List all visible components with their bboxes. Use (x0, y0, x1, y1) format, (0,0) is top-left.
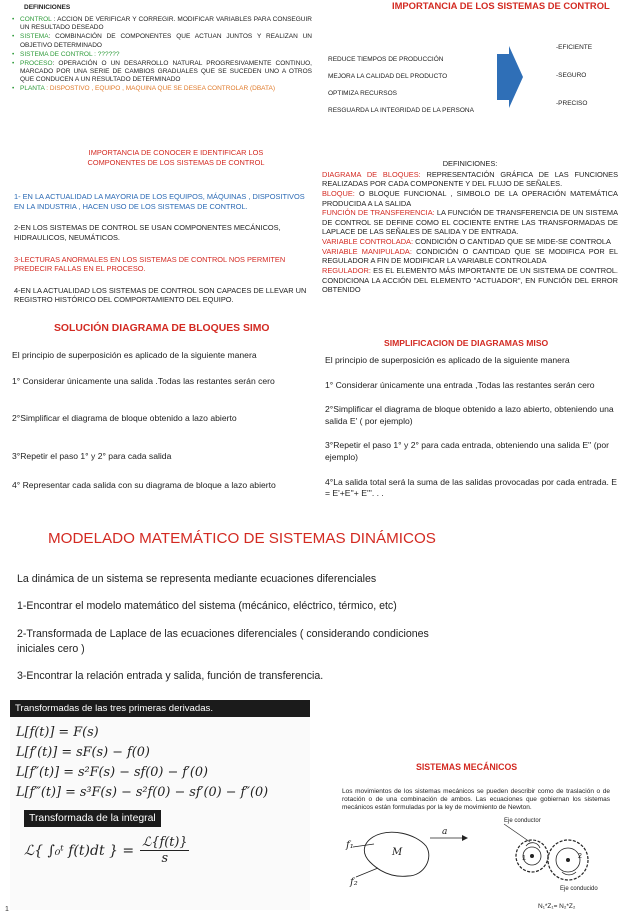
definition-item (12, 85, 312, 93)
definition-item (12, 51, 312, 59)
importance-list (328, 56, 498, 116)
integral-left: ℒ{ ∫₀ᵗ f(t)dt } = (24, 842, 135, 859)
definition-text: CONDICIÓN O CANTIDAD QUE SE MIDE-SE CONTROLA (413, 237, 611, 246)
modeling-title: MODELADO MATEMÁTICO DE SISTEMAS DINÁMICOS (48, 530, 436, 547)
definition-term: PROCESO (20, 59, 53, 67)
simo-steps (12, 350, 310, 492)
components-points (14, 192, 312, 305)
arrow-right-icon (497, 46, 523, 108)
formula-line: L[f′(t)] = sF(s) − f(0) (16, 745, 150, 760)
force-label-f1: f₁ (346, 840, 354, 851)
components-title: IMPORTANCIA DE CONOCER E IDENTIFICAR LOS COMPONENTES DE LOS SISTEMAS DE CONTROL (87, 148, 265, 167)
definitions-heading: DEFINICIONES (24, 4, 71, 11)
definitions-list (12, 16, 312, 93)
definition-entry (322, 189, 618, 208)
miso-title: SIMPLIFICACION DE DIAGRAMAS MISO (384, 338, 549, 348)
modeling-step: 3-Encontrar la relación entrada y salida, función de transferencia. (17, 670, 324, 683)
integral-header: Transformada de la integral (24, 810, 161, 827)
modeling-step: 1-Encontrar el modelo matemático del sistema (mécánico, eléctrico, térmico, etc) (17, 600, 397, 613)
definition-text: LA FUNCIÓN DE TRANSFERENCIA DE UN SISTEMA DE CONTROL SE DEFINE COMO EL COCIENTE ENTRE LAS TRANSFORMADAS DE LAPLACE DE LAS SEÑALES DE SALIDA Y DE ENTRADA. (322, 208, 619, 237)
components-point: 4-EN LA ACTUALIDAD LOS SISTEMAS DE CONTROL SON CAPACES DE LLEVAR UN REGISTRO HISTÓRICO DEL COMPORTAMIENTO DEL EQUIPO. (14, 285, 307, 305)
definition-term: VARIABLE MANIPULADA: (322, 246, 412, 256)
definitions-left (12, 4, 312, 94)
definition-text: : OPERACIÓN O UN DESARROLLO NATURAL PROGRESIVAMENTE CONTINUO, MARCADO POR UNA SERIE DE CAMBIOS GRADUALES QUE SE SUCEDEN UNO A OTROS QUE CONDUCEN A UN RESULTADO DETERMINADO (20, 59, 312, 83)
integral-denominator: s (161, 851, 169, 866)
definition-text: : COMBINACIÓN DE COMPONENTES QUE ACTUAN JUNTOS Y REALIZAN UN OBJETIVO DETERMINADO (20, 33, 312, 49)
miso-step: 2°Simplificar el diagrama de bloque obtenido a lazo abierto, obteniendo una salida E' ( por ejemplo) (325, 404, 614, 426)
definition-item (12, 33, 312, 49)
miso-step: 4°La salida total será la suma de las salidas provocadas por cada entrada. E = E'+E''+ E'''. . . (325, 476, 617, 499)
simo-step: 4° Representar cada salida con su diagrama de bloque a lazo abierto (12, 480, 276, 491)
mechanical-title: SISTEMAS MECÁNICOS (416, 762, 518, 772)
definitions-right (322, 159, 618, 295)
definition-term: CONTROL (20, 16, 52, 24)
acceleration-label: a (442, 827, 448, 837)
definition-text: CONDICIÓN O CANTIDAD QUE SE MODIFICA POR EL REGULADOR A FIN DE MODIFICAR LA VARIABLE CONTROLADA (322, 246, 618, 266)
integral-formula (24, 835, 310, 866)
definition-term: DIAGRAMA DE BLOQUES: (322, 169, 421, 179)
simo-intro: El principio de superposición es aplicado de la siguiente manera (12, 350, 257, 360)
importance-result: -EFICIENTE (556, 44, 593, 51)
importance-result: -PRECISO (556, 100, 588, 108)
components-point: 2-EN LOS SISTEMAS DE CONTROL SE USAN COMPONENTES MECÁNICOS, HIDRAULICOS, NEUMÁTICOS. (14, 223, 281, 242)
mass-diagram (338, 822, 468, 892)
importance-title: IMPORTANCIA DE LOS SISTEMAS DE CONTROL (392, 0, 610, 11)
definition-entry (322, 208, 618, 237)
definition-item (12, 16, 312, 32)
importance-item: RESGUARDA LA INTEGRIDAD DE LA PERSONA (328, 107, 474, 115)
gear-relation: N₁*Z₁= N₂*Z₂ (538, 903, 576, 910)
derivatives-list (10, 717, 310, 800)
components-point: 3-LECTURAS ANORMALES EN LOS SISTEMAS DE CONTROL NOS PERMITEN PREDECIR FALLAS EN EL PROCESO. (14, 254, 286, 274)
definition-entry (322, 237, 618, 247)
definition-text: ES EL ELEMENTO MÁS IMPORTANTE DE UN SISTEMA DE CONTROL. CONDICIONA LA ACCIÓN DEL ELEMENTO "ACTUADOR", EN FUNCIÓN DEL ERROR OBTENIDO (322, 265, 618, 295)
definition-entry (322, 247, 618, 266)
simo-step: 3°Repetir el paso 1° y 2° para cada salida (12, 450, 172, 461)
definition-term: REGULADOR: (322, 265, 371, 275)
integral-numerator: ℒ{f(t)} (142, 835, 188, 850)
mass-label: M (392, 847, 403, 858)
importance-results (556, 44, 624, 108)
definition-term: SISTEMA (20, 33, 49, 41)
force-label-f2: f₂ (350, 877, 358, 888)
driven-shaft-label: Eje conducido (560, 886, 598, 892)
definition-entry (322, 170, 618, 189)
definitions-right-heading: DEFINICIONES: (442, 159, 498, 168)
definition-text: : ?????? (92, 50, 120, 58)
laplace-formulas (10, 700, 310, 910)
definition-term: VARIABLE CONTROLADA: (322, 237, 414, 246)
derivatives-header: Transformadas de las tres primeras derivadas. (10, 700, 310, 717)
formula-line: L[f″(t)] = s²F(s) − sf(0) − f′(0) (16, 765, 209, 780)
miso-steps (325, 355, 621, 500)
formula-line: L[f(t)] = F(s) (16, 725, 99, 740)
definition-text: O BLOQUE FUNCIONAL , SIMBOLO DE LA OPERACIÓN MATEMÁTICA PRODUCIDA A LA SALIDA (322, 188, 618, 208)
miso-step: 1° Considerar únicamente una entrada ,Todas las restantes serán cero (325, 379, 595, 390)
simo-title: SOLUCIÓN DIAGRAMA DE BLOQUES SIMO (54, 323, 270, 334)
definition-text: : DISPOSTIVO , EQUIPO , MAQUINA QUE SE DESEA CONTROLAR (DBATA) (44, 85, 276, 93)
modeling-intro: La dinámica de un sistema se representa mediante ecuaciones diferenciales (17, 573, 377, 585)
formula-line: L[f‴(t)] = s³F(s) − s²f(0) − sf′(0) − f″(0) (16, 785, 269, 800)
driver-shaft-label: Eje conductor (504, 818, 541, 824)
integral-fraction (140, 835, 189, 866)
modeling-step: 2-Transformada de Laplace de las ecuaciones diferenciales ( considerando condiciones iniciales cero ) (17, 627, 429, 656)
miso-step: 3°Repetir el paso 1° y 2° para cada entrada, obteniendo una salida E'' (por ejemplo) (325, 440, 610, 462)
gear-2-label: 2 (578, 853, 582, 860)
gear-1-label: 1 (522, 855, 526, 862)
simo-step: 1° Considerar únicamente una salida .Todas las restantes serán cero (12, 375, 275, 386)
mechanical-text: Los movimientos de los sistemas mecánicos se pueden describir como de traslación o de rotación o de una combinación de ambos. Las ecuaciones que gobiernan los sistemas mecánicos están formuladas por la ley de movimiento de Newton. (342, 788, 610, 812)
definition-term: BLOQUE: (322, 188, 355, 198)
simo-step: 2°Simplificar el diagrama de bloque obtenido a lazo abierto (12, 413, 237, 424)
page-marker: 1 (5, 906, 9, 913)
miso-intro: El principio de superposición es aplicado de la siguiente manera (325, 355, 570, 365)
modeling-steps (17, 572, 617, 685)
definition-text: : ACCION DE VERIFICAR Y CORREGIR. MODIFICAR VARIABLES PARA CONSEGUIR UN RESULTADO DESEADO (20, 16, 312, 32)
importance-item: OPTIMIZA RECURSOS (328, 90, 397, 98)
definition-entry (322, 266, 618, 295)
importance-result: -SEGURO (556, 72, 587, 80)
definition-term: SISTEMA DE CONTROL (20, 50, 93, 58)
definition-item (12, 60, 312, 84)
importance-item: REDUCE TIEMPOS DE PRODUCCIÓN (328, 56, 444, 63)
definition-term: PLANTA (20, 85, 45, 93)
definition-text: REPRESENTACIÓN GRÁFICA DE LAS FUNCIONES REALIZADAS POR CADA COMPONENTE Y DEL FLUJO DE SEÑALES. (322, 169, 618, 189)
gears-diagram (482, 812, 622, 912)
components-point: 1- EN LA ACTUALIDAD LA MAYORIA DE LOS EQUIPOS, MÁQUINAS , DISPOSITIVOS EN LA INDUSTRIA , HACEN USO DE LOS SISTEMAS DE CONTROL. (14, 192, 305, 211)
definition-term: FUNCIÓN DE TRANSFERENCIA: (322, 208, 435, 218)
importance-item: MEJORA LA CALIDAD DEL PRODUCTO (328, 73, 448, 81)
